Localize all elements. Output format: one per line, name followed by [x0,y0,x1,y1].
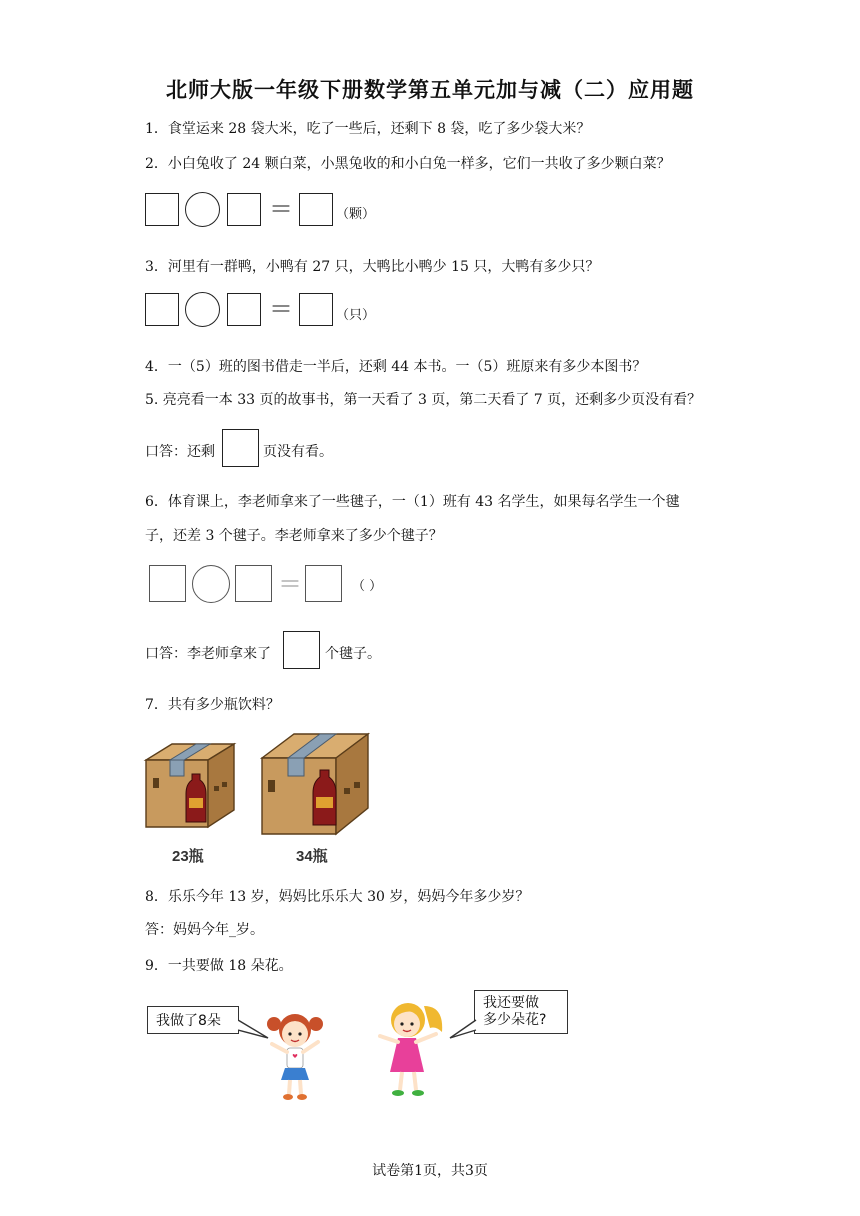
equals-sign: ＝ [278,570,302,598]
question-4: 4．一（5）班的图书借走一半后，还剩 44 本书。一（5）班原来有多少本图书？ [145,359,647,375]
answer-box[interactable] [283,631,320,669]
result-box[interactable] [299,193,333,226]
answer-box[interactable] [149,565,186,602]
operator-circle[interactable] [185,192,220,227]
oral-answer-prefix: 口答：还剩 [145,444,215,460]
question-8: 8．乐乐今年 13 岁，妈妈比乐乐大 30 岁，妈妈今年多少岁？ [145,889,530,905]
girl-1-illustration [262,1010,328,1102]
girl-2-illustration [374,996,450,1102]
speech-bubble-1: 我做了8朵 [147,1006,239,1034]
large-box-icon [262,734,368,834]
answer-box[interactable] [227,193,261,226]
question-9: 9．一共要做 18 朵花。 [145,958,293,974]
question-2: 2．小白兔收了 24 颗白菜，小黑兔收的和小白兔一样多，它们一共收了多少颗白菜？ [145,156,671,172]
unit-label: （ ） [352,579,383,594]
speech-bubble-2-line-2: 多少朵花? [483,1012,547,1028]
page-footer: 试卷第1页，共3页 [372,1163,488,1179]
unit-label: （只） [336,308,376,323]
box-1-label: 23瓶 [172,848,204,865]
oral-answer-suffix: 个毽子。 [325,646,381,662]
question-6-line-1: 6．体育课上，李老师拿来了一些毽子，一（1）班有 43 名学生，如果每名学生一个毽 [145,494,680,510]
answer-box[interactable] [145,193,179,226]
answer-box[interactable] [227,293,261,326]
oral-answer-suffix: 页没有看。 [263,444,333,460]
equals-sign: ＝ [269,295,293,323]
oral-answer-prefix: 口答：李老师拿来了 [145,646,271,662]
box-2-label: 34瓶 [296,848,328,865]
speech-bubble-2-line-1: 我还要做 [483,995,539,1011]
page-title: 北师大版一年级下册数学第五单元加与减（二）应用题 [166,77,694,102]
bubble-tail-2 [448,1012,478,1042]
small-box-icon [146,744,234,827]
question-8-answer: 答：妈妈今年_岁。 [145,922,264,938]
equals-sign: ＝ [269,195,293,223]
question-7: 7．共有多少瓶饮料？ [145,697,280,713]
operator-circle[interactable] [192,565,230,603]
unit-label: （颗） [336,207,376,222]
drink-boxes-illustration [140,722,380,842]
question-1: 1．食堂运来 28 袋大米，吃了一些后，还剩下 8 袋，吃了多少袋大米？ [145,121,591,137]
answer-box[interactable] [222,429,259,467]
question-6-line-2: 子，还差 3 个毽子。李老师拿来了多少个毽子？ [145,528,443,544]
answer-box[interactable] [145,293,179,326]
answer-box[interactable] [235,565,272,602]
result-box[interactable] [299,293,333,326]
question-3: 3．河里有一群鸭，小鸭有 27 只，大鸭比小鸭少 15 只，大鸭有多少只？ [145,259,600,275]
operator-circle[interactable] [185,292,220,327]
speech-bubble-2 [474,990,568,1034]
question-5: 5. 亮亮看一本 33 页的故事书，第一天看了 3 页，第二天看了 7 页，还剩多少页没有看？ [145,392,702,408]
result-box[interactable] [305,565,342,602]
